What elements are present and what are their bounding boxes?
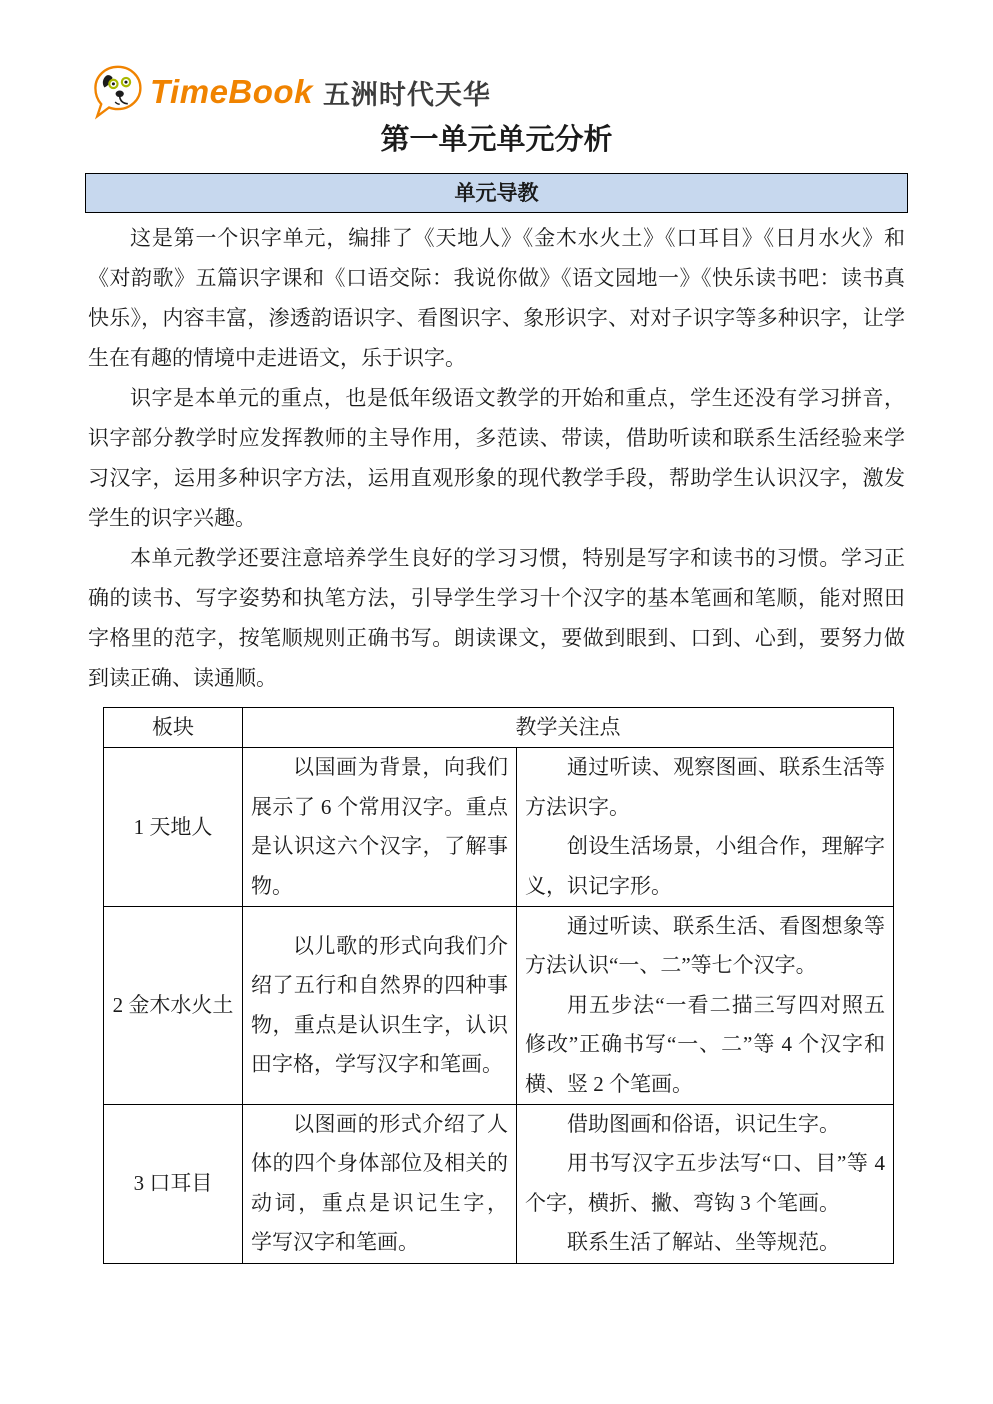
row-label: 3 口耳目 xyxy=(104,1105,243,1264)
table-header-row xyxy=(104,708,894,748)
focus-paragraph: 通过听读、联系生活、看图想象等方法认识“一、二”等七个汉字。 xyxy=(525,914,885,978)
row-label: 1 天地人 xyxy=(104,748,243,907)
table-row-tiandiren xyxy=(104,748,894,907)
row-description xyxy=(243,907,517,1105)
paragraph: 识字是本单元的重点，也是低年级语文教学的开始和重点，学生还没有学习拼音，识字部分教学时应发挥教师的主导作用，多范读、带读，借助听读和联系生活经验来学习汉字，运用多种识字方法，运用直观形象的现代教学手段，帮助学生认识汉字，激发学生的识字兴趣。 xyxy=(88,386,905,530)
row-label: 2 金木水火土 xyxy=(104,907,243,1105)
row-description xyxy=(243,748,517,907)
focus-paragraph: 借助图画和俗语，识记生字。 xyxy=(567,1112,840,1137)
row-description xyxy=(243,1105,517,1264)
logo xyxy=(90,64,491,120)
row-focus-points xyxy=(517,1105,894,1264)
logo-brand-text: TimeBook xyxy=(150,73,313,110)
section-header-bar: 单元导教 xyxy=(85,173,908,213)
focus-paragraph: 用书写汉字五步法写“口、目”等 4 个字，横折、撇、弯钩 3 个笔画。 xyxy=(525,1151,885,1215)
focus-paragraph: 通过听读、观察图画、联系生活等方法识字。 xyxy=(525,755,885,819)
table-row-jinmushuihuotu xyxy=(104,907,894,1105)
table-row-kouermu xyxy=(104,1105,894,1264)
unit-introduction xyxy=(88,218,905,698)
timebook-mascot-icon xyxy=(90,64,144,120)
description-paragraph: 以国画为背景，向我们展示了 6 个常用汉字。重点是认识这六个汉字，了解事物。 xyxy=(251,755,508,898)
teaching-focus-table xyxy=(103,707,894,1264)
column-header-section: 板块 xyxy=(104,708,243,748)
description-paragraph: 以儿歌的形式向我们介绍了五行和自然界的四种事物，重点是认识生字，认识田字格，学写汉字和笔画。 xyxy=(251,933,508,1076)
paragraph: 这是第一个识字单元，编排了《天地人》《金木水火土》《口耳目》《日月水火》和《对韵歌》五篇识字课和《口语交际：我说你做》《语文园地一》《快乐读书吧：读书真快乐》，内容丰富，渗透韵语识字、看图识字、象形识字、对对子识字等多种识字，让学生在有趣的情境中走进语文，乐于识字。 xyxy=(88,226,905,370)
row-focus-points xyxy=(517,907,894,1105)
description-paragraph: 以图画的形式介绍了人体的四个身体部位及相关的动词，重点是识记生字， 学写汉字和笔画。 xyxy=(251,1112,508,1255)
page-title: 第一单元单元分析 xyxy=(380,124,613,156)
focus-paragraph: 用五步法“一看二描三写四对照五修改”正确书写“一、二”等 4 个汉字和横、竖 2 个笔画。 xyxy=(525,992,885,1096)
paragraph: 本单元教学还要注意培养学生良好的学习习惯，特别是写字和读书的习惯。学习正确的读书、写字姿势和执笔方法，引导学生学习十个汉字的基本笔画和笔顺，能对照田字格里的范字，按笔顺规则正确书写。朗读课文，要做到眼到、口到、心到，要努力做到读正确、读通顺。 xyxy=(88,546,905,690)
focus-paragraph: 创设生活场景，小组合作，理解字义，识记字形。 xyxy=(525,834,885,898)
focus-paragraph: 联系生活了解站、坐等规范。 xyxy=(567,1230,840,1255)
row-focus-points xyxy=(517,748,894,907)
logo-company-text: 五洲时代天华 xyxy=(322,79,491,110)
column-header-focus: 教学关注点 xyxy=(243,708,894,748)
